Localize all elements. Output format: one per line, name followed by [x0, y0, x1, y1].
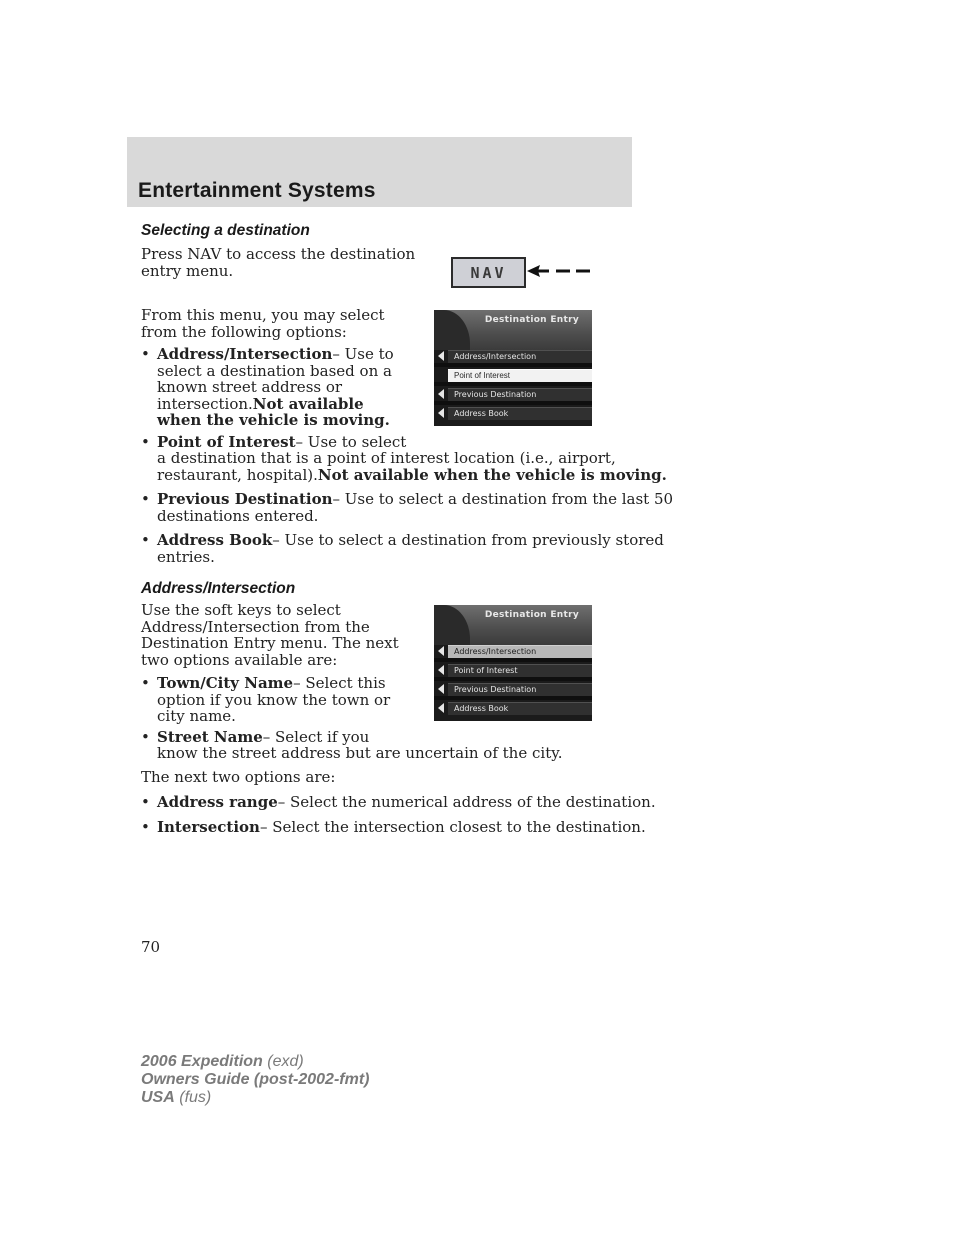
screen-title: Destination Entry: [484, 315, 579, 325]
bullet-street-name-continued: know the street address but are uncertain of the city.: [157, 744, 563, 762]
bullet-term: Address range: [157, 793, 278, 811]
bullet-point-of-interest: • Point of Interest– Use to select: [141, 433, 407, 451]
document-footer: 2006 Expedition (exd) Owners Guide (post-2002-fmt) USA (fus): [141, 1053, 370, 1106]
bullet-term: Town/City Name: [157, 674, 294, 692]
bullet-intersection: • Intersection– Select the intersection closest to the destination.: [141, 818, 646, 836]
bullet-term: Intersection: [157, 818, 260, 836]
bullet-address-intersection: • Address/Intersection– Use to select a destination based on a known street address or intersection.Not available when the vehicle is moving.: [141, 345, 394, 429]
menu-item-point-of-interest[interactable]: Point of Interest: [434, 369, 592, 382]
bullet-term: Point of Interest: [157, 433, 296, 451]
destination-entry-screen: [434, 310, 592, 426]
address-intro-paragraph: Use the soft keys to select Address/Intersection from the Destination Entry menu. The next two options available are:: [141, 601, 399, 669]
intro-paragraph: Press NAV to access the destination entry menu.: [141, 245, 416, 280]
nav-button-label: NAV: [470, 263, 507, 282]
menu-item-previous-destination[interactable]: Previous Destination: [434, 683, 592, 696]
bullet-term: Previous Destination: [157, 490, 333, 508]
warning-note: Not available when the vehicle is moving.: [317, 465, 667, 484]
bullet-address-book: • Address Book– Use to select a destination from previously stored entries.: [141, 531, 664, 566]
left-arrow-icon: [438, 646, 444, 656]
bullet-point-of-interest-continued: a destination that is a point of interest location (i.e., airport, restaurant, hospital).Not available when the vehicle is moving.: [157, 449, 667, 484]
menu-item-previous-destination[interactable]: Previous Destination: [434, 388, 592, 401]
page-number: 70: [141, 938, 161, 956]
left-arrow-icon: [438, 684, 444, 694]
options-paragraph: From this menu, you may select from the following options:: [141, 306, 385, 341]
pointer-arrow-icon: [525, 257, 595, 287]
warning-note: Not available: [252, 394, 364, 413]
bullet-street-name: • Street Name– Select if you: [141, 728, 370, 746]
menu-item-address-intersection[interactable]: Address/Intersection: [434, 645, 592, 658]
bullet-previous-destination: • Previous Destination– Use to select a destination from the last 50 destinations entered.: [141, 490, 674, 525]
menu-item-address-book[interactable]: Address Book: [434, 702, 592, 715]
menu-item-address-book[interactable]: Address Book: [434, 407, 592, 420]
heading-address-intersection: Address/Intersection: [141, 580, 296, 597]
next-options-text: The next two options are:: [141, 768, 336, 786]
screen-title: Destination Entry: [484, 610, 579, 620]
section-header-band: [127, 137, 632, 207]
menu-item-address-intersection[interactable]: Address/Intersection: [434, 350, 592, 363]
left-arrow-icon: [438, 665, 444, 675]
section-title: Entertainment Systems: [138, 179, 376, 202]
menu-item-point-of-interest[interactable]: Point of Interest: [434, 664, 592, 677]
left-arrow-icon: [438, 351, 444, 361]
bullet-town-city-name: • Town/City Name– Select this option if you know the town or city name.: [141, 674, 391, 725]
left-arrow-icon: [438, 408, 444, 418]
left-arrow-icon: [438, 389, 444, 399]
destination-entry-screen-2: [434, 605, 592, 721]
bullet-address-range: • Address range– Select the numerical address of the destination.: [141, 793, 656, 811]
heading-selecting-destination: Selecting a destination: [141, 222, 310, 239]
bullet-term: Street Name: [157, 728, 263, 746]
warning-note: when the vehicle is moving.: [157, 411, 390, 429]
left-arrow-icon: [438, 370, 444, 380]
bullet-term: Address/Intersection: [157, 345, 333, 363]
left-arrow-icon: [438, 703, 444, 713]
nav-button[interactable]: [451, 257, 526, 288]
bullet-term: Address Book: [157, 531, 273, 549]
